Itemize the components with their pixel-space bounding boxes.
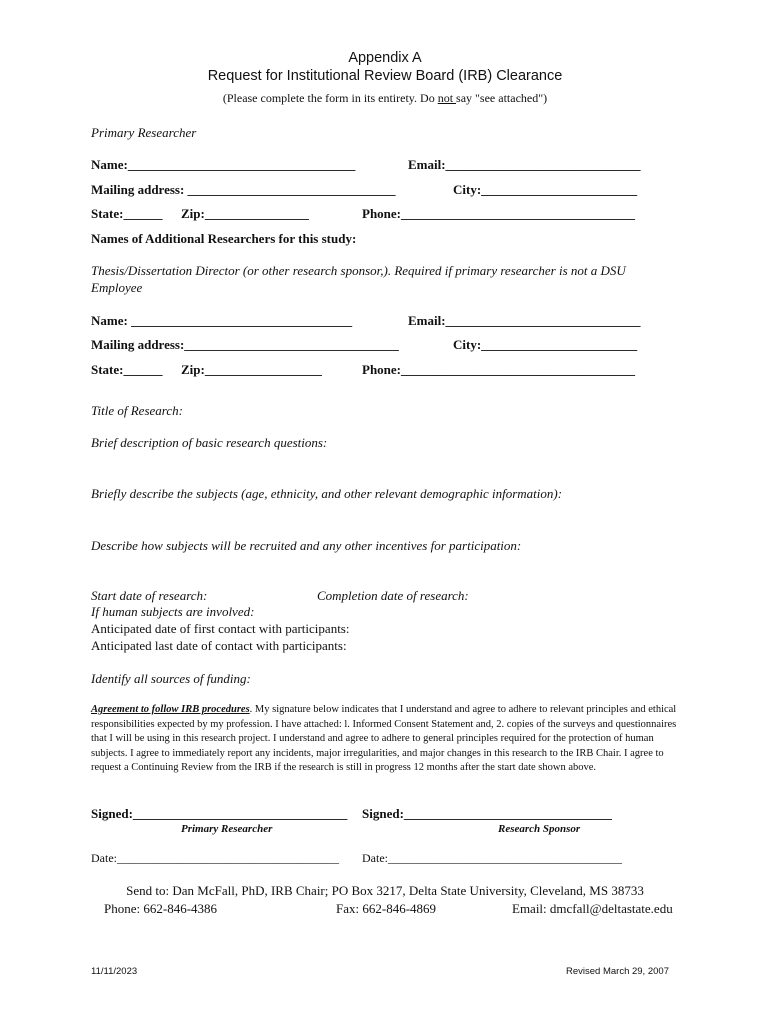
director-zip-field[interactable]: Zip:__________________ — [181, 362, 322, 377]
instructions-not-emphasis: not — [437, 91, 457, 105]
sponsor-signature-field[interactable]: Signed:________________________________ — [362, 806, 612, 821]
director-mailing-address-field[interactable]: Mailing address:_________________________________ — [91, 337, 399, 352]
page-title: Request for Institutional Review Board (IRB) Clearance — [207, 68, 563, 84]
primary-email-field[interactable]: Email:______________________________ — [408, 157, 641, 172]
primary-phone-field[interactable]: Phone:____________________________________ — [362, 206, 635, 221]
research-title-label: Title of Research: — [91, 403, 183, 418]
director-email-field[interactable]: Email:______________________________ — [408, 313, 641, 328]
agreement-paragraph — [91, 703, 683, 776]
first-contact-label: Anticipated date of first contact with participants: — [91, 621, 350, 636]
primary-state-field[interactable]: State:______ — [91, 206, 163, 221]
primary-zip-field[interactable]: Zip:________________ — [181, 206, 309, 221]
sponsor-date-field[interactable]: Date:_______________________________________ — [362, 851, 622, 865]
director-city-field[interactable]: City:________________________ — [453, 337, 638, 352]
send-to-address: Send to: Dan McFall, PhD, IRB Chair; PO Box 3217, Delta State University, Cleveland, MS 38733 — [126, 883, 644, 898]
revised-date: Revised March 29, 2007 — [566, 966, 669, 977]
director-name-field[interactable]: Name: __________________________________ — [91, 313, 353, 328]
primary-researcher-label: Primary Researcher — [91, 125, 197, 140]
contact-email: Email: dmcfall@deltastate.edu — [512, 901, 673, 916]
director-phone-field[interactable]: Phone:____________________________________ — [362, 362, 635, 377]
printed-date: 11/11/2023 — [91, 966, 138, 977]
director-label-line1: Thesis/Dissertation Director (or other research sponsor,). Required if primary researcher is not a DSU — [91, 263, 626, 278]
form-instructions — [0, 91, 770, 106]
completion-date-label: Completion date of research: — [317, 588, 469, 603]
start-date-label: Start date of research: — [91, 588, 208, 603]
primary-researcher-caption: Primary Researcher — [181, 823, 273, 835]
primary-city-field[interactable]: City:________________________ — [453, 182, 638, 197]
instructions-text-end: say "see attached") — [456, 91, 548, 105]
agreement-body: . My signature below indicates that I understand and agree to adhere to relevant principles and ethical responsibilities expected by my profession. I have attached: l. Informed Consent Statement and, 2. copies of the surveys and questionnaires that I will be using in this research project. I understand and agree to adhere to general principles required for the protection of human subjects. I agree to immediately report any incidents, major irregularities, and major changes in this research to the IRB Chair. I agree to request a Continuing Review from the IRB if the research is still in progress 12 months after the start date shown above. — [91, 704, 677, 774]
contact-phone: Phone: 662-846-4386 — [104, 901, 218, 916]
last-contact-label: Anticipated last date of contact with participants: — [91, 638, 347, 653]
primary-signature-field[interactable]: Signed:_________________________________ — [91, 806, 348, 821]
director-label-line2: Employee — [91, 280, 143, 295]
primary-date-field[interactable]: Date:_____________________________________ — [91, 851, 339, 865]
primary-mailing-address-field[interactable]: Mailing address: ________________________________ — [91, 182, 396, 197]
instructions-text-start: (Please complete the form in its entirety. Do — [222, 91, 438, 105]
recruitment-label: Describe how subjects will be recruited and any other incentives for participation: — [91, 538, 522, 553]
research-questions-label: Brief description of basic research questions: — [91, 435, 328, 450]
research-sponsor-caption: Research Sponsor — [498, 823, 581, 835]
subjects-description-label: Briefly describe the subjects (age, ethnicity, and other relevant demographic information): — [91, 486, 563, 501]
primary-name-field[interactable]: Name:___________________________________ — [91, 157, 356, 172]
additional-researchers-label: Names of Additional Researchers for this study: — [91, 231, 357, 246]
funding-sources-label: Identify all sources of funding: — [91, 671, 251, 686]
director-state-field[interactable]: State:______ — [91, 362, 163, 377]
contact-fax: Fax: 662-846-4869 — [336, 901, 437, 916]
human-subjects-label: If human subjects are involved: — [91, 604, 255, 619]
appendix-heading: Appendix A — [348, 50, 422, 66]
agreement-heading: Agreement to follow IRB procedures — [91, 704, 250, 715]
